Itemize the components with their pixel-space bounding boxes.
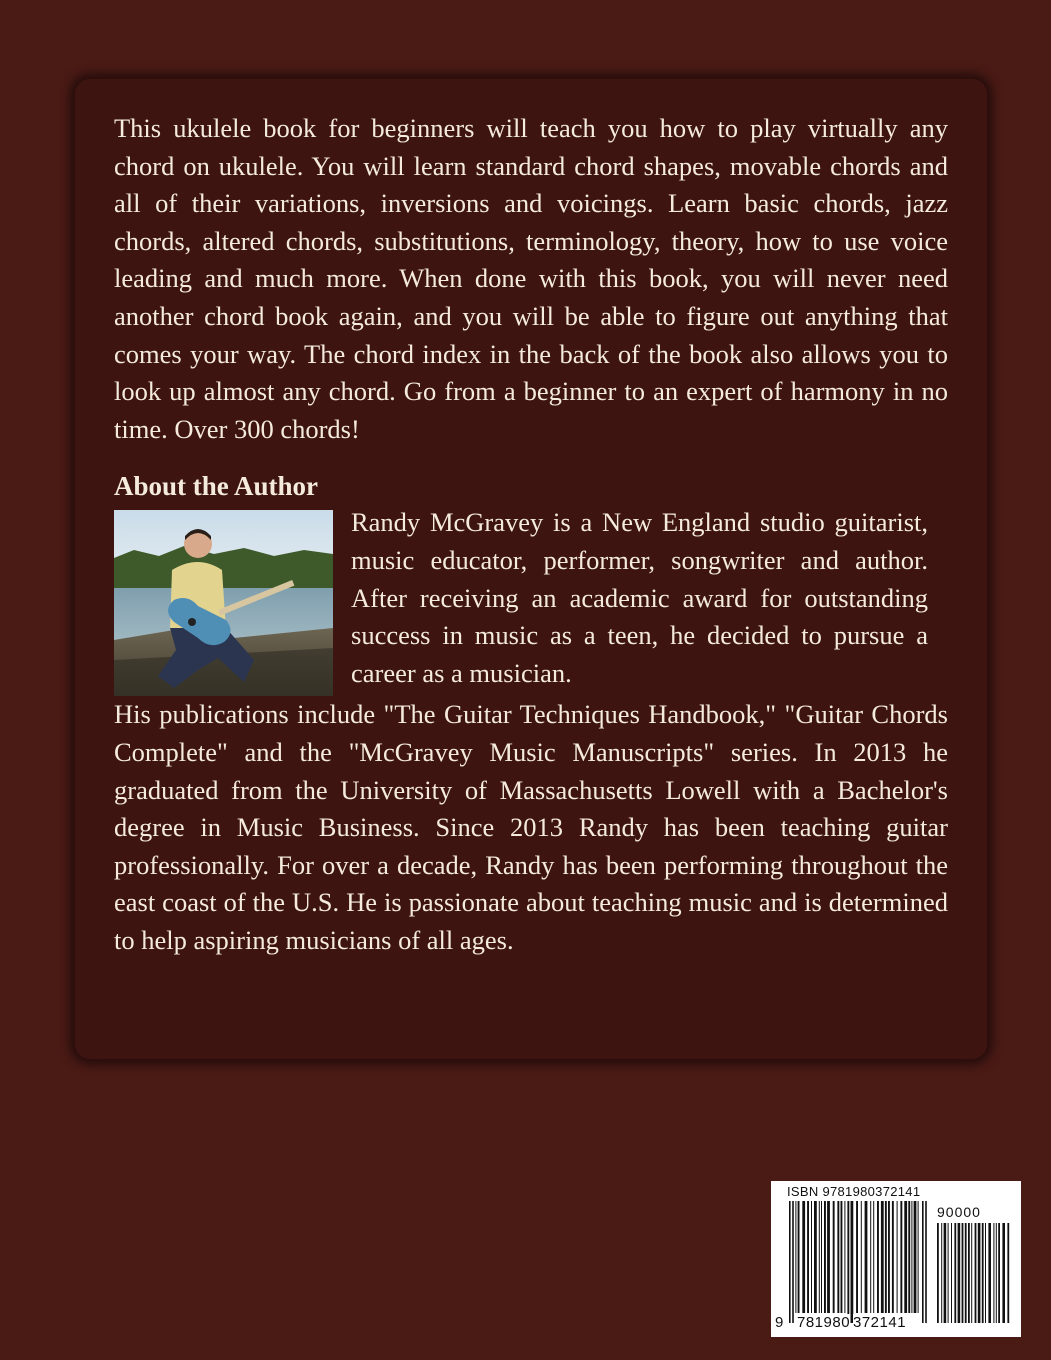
barcode-addon-bar (975, 1223, 977, 1323)
barcode-bar (873, 1201, 874, 1313)
barcode-bar (837, 1201, 839, 1313)
barcode-digits-right: 372141 (853, 1314, 907, 1331)
barcode-bar (827, 1201, 830, 1313)
barcode-bar (914, 1201, 917, 1313)
barcode-addon-bar (968, 1223, 970, 1323)
barcode-bar (807, 1201, 809, 1313)
barcode-bar (881, 1201, 884, 1313)
barcode-bar (844, 1201, 845, 1313)
barcode-digit-first: 9 (775, 1314, 784, 1331)
isbn-barcode (771, 1181, 1021, 1337)
barcode-addon-bar (988, 1223, 991, 1323)
barcode-bar (802, 1201, 805, 1313)
barcode-guard-bar (922, 1201, 924, 1323)
barcode-addon-bar (948, 1223, 949, 1323)
barcode-addon-bar (993, 1223, 994, 1323)
barcode-bar (841, 1201, 843, 1313)
barcode-addon-bar (941, 1223, 942, 1323)
barcode-guard-bar (925, 1201, 927, 1323)
barcode-bar (819, 1201, 820, 1313)
barcode-bar (904, 1201, 907, 1313)
barcode-guard-bar (789, 1201, 791, 1323)
author-photo (114, 510, 333, 696)
barcode-bar (877, 1201, 879, 1313)
barcode-bar (798, 1201, 800, 1313)
barcode-bar (824, 1201, 826, 1313)
barcode-bar (811, 1201, 812, 1313)
barcode-bar (908, 1201, 910, 1313)
barcode-bar (856, 1201, 858, 1313)
barcode-bar (814, 1201, 817, 1313)
barcode-bar (918, 1201, 919, 1313)
barcode-bar (900, 1201, 902, 1313)
barcode-bar (833, 1201, 835, 1313)
barcode-bar (897, 1201, 898, 1313)
barcode-addon-bar (1002, 1223, 1005, 1323)
barcode-addon-bar (937, 1223, 939, 1323)
barcode-addon-bar (965, 1223, 967, 1323)
barcode-bar (888, 1201, 890, 1313)
barcode-addon-bar (944, 1223, 947, 1323)
about-author-heading: About the Author (114, 471, 319, 502)
author-bio: His publications include "The Guitar Techniques Handbook," "Guitar Chords Complete" and the "McGravey Music Manuscripts" series. In 2013 he graduated from the University of Massachusetts Lowell with a Bachelor's degree in Music Business. Since 2013 Randy has been teaching guitar professionally. For over a decade, Randy has been performing throughout the east coast of the U.S. He is passionate about teaching music and is determined to help aspiring musicians of all ages. (114, 699, 948, 955)
book-description: This ukulele book for beginners will teach you how to play virtually any chord on ukulele. You will learn standard chord shapes, movable chords and all of their variations, inversions and voicings. Learn basic chords, jazz chords, altered chords, substitutions, terminology, theory, how to use voice leading and much more. When done with this book, you will never need another chord book again, and you will be able to figure out anything that comes your way. The chord index in the back of the book also allows you to look up almost any chord. Go from a beginner to an expert of harmony in no time. Over 300 chords! (114, 113, 948, 444)
barcode-bar (870, 1201, 871, 1313)
barcode-bar (821, 1201, 822, 1313)
barcode-addon-bar (1007, 1223, 1009, 1323)
isbn-label: ISBN 9781980372141 (787, 1184, 921, 1199)
author-section (114, 507, 948, 696)
author-intro: Randy McGravey is a New England studio guitarist, music educator, performer, songwriter and author. After receiving an academic award for outstanding success in music as a teen, he decided to pursue a career as a musician. (351, 507, 928, 688)
barcode-bar (795, 1201, 796, 1313)
barcode-addon-bar (958, 1223, 961, 1323)
barcode-addon-bar (978, 1223, 981, 1323)
barcode-addon-bar (962, 1223, 964, 1323)
barcode-addon-bar (998, 1223, 1000, 1323)
barcode-bar (892, 1201, 894, 1313)
barcode-addon-bar (951, 1223, 952, 1323)
barcode-addon-bar (954, 1223, 956, 1323)
barcode-addon-bar (985, 1223, 986, 1323)
barcode-bar (911, 1201, 912, 1313)
barcode-addon-bar (996, 1223, 997, 1323)
barcode-bar (865, 1201, 868, 1313)
barcode-bar (847, 1201, 849, 1323)
barcode-bar (851, 1201, 854, 1323)
barcode-addon-bar (982, 1223, 984, 1323)
barcode-bar (861, 1201, 862, 1313)
barcode-addon-bar (971, 1223, 972, 1323)
barcode-digits-left: 781980 (797, 1314, 851, 1331)
addon-number: 90000 (937, 1204, 981, 1220)
barcode-guard-bar (792, 1201, 794, 1323)
back-cover-panel (74, 78, 988, 1060)
barcode-bar (885, 1201, 887, 1313)
